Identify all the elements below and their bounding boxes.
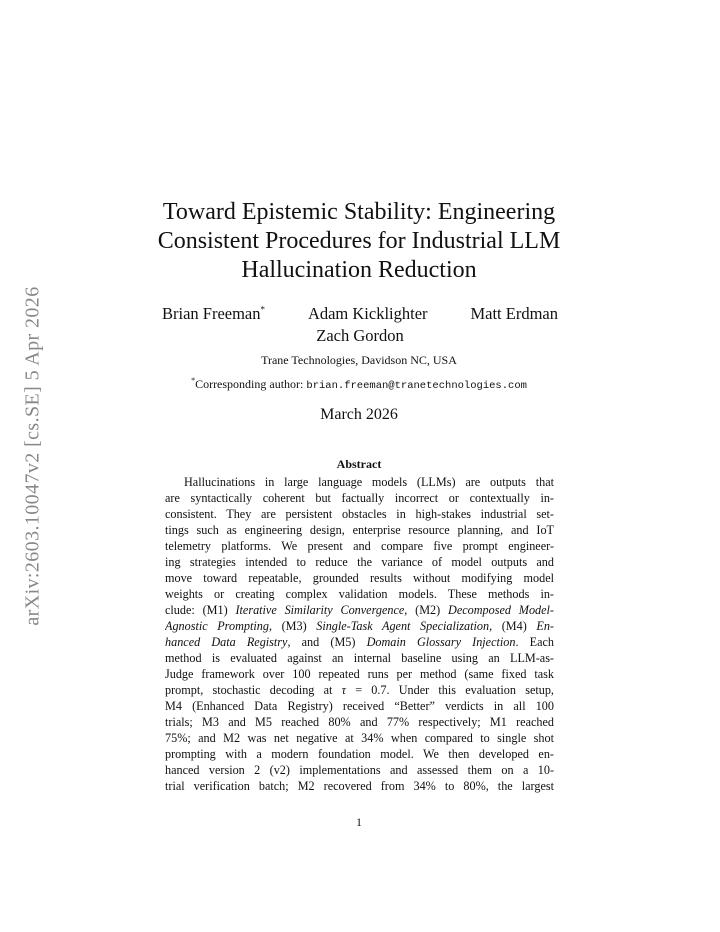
abstract-line: weights or creating complex validation models. These methods in- — [165, 587, 554, 601]
affiliation: Trane Technologies, Davidson NC, USA — [261, 353, 457, 367]
paper-date: March 2026 — [320, 406, 398, 423]
abstract-line: are syntactically coherent but factually incorrect or contextually in- — [165, 491, 554, 505]
paper-title — [120, 198, 598, 285]
author-name: Brian Freeman* — [162, 304, 266, 323]
abstract-line: prompting with a modern foundation model. We then developed en- — [165, 747, 554, 761]
abstract-line: hanced version 2 (v2) implementations and assessed them on a 10- — [165, 763, 554, 777]
abstract-line: hanced Data Registry, and (M5) Domain Glossary Injection. Each — [165, 635, 554, 649]
abstract-line: trials; M3 and M5 reached 80% and 77% respectively; M1 reached — [165, 715, 554, 729]
corresponding-label: Corresponding author: — [195, 377, 307, 391]
abstract-line: prompt, stochastic decoding at τ = 0.7. Under this evaluation setup, — [165, 683, 554, 697]
arxiv-side-stamp — [10, 270, 56, 642]
title-line: Hallucination Reduction — [241, 257, 477, 283]
abstract-line: method is evaluated against an internal baseline using an LLM-as- — [165, 651, 554, 665]
abstract-line: Hallucinations in large language models (LLMs) are outputs that — [184, 475, 554, 489]
abstract-line: telemetry platforms. We present and compare five prompt engineer- — [165, 539, 554, 553]
author-name: Adam Kicklighter — [307, 304, 428, 323]
author-name: Zach Gordon — [316, 326, 404, 345]
email-address: brian.freeman@tranetechnologies.com — [306, 380, 527, 392]
author-name: Matt Erdman — [470, 304, 558, 323]
abstract-line: 75%; and M2 was net negative at 34% when compared to single shot — [165, 731, 554, 745]
title-line: Consistent Procedures for Industrial LLM — [157, 228, 561, 254]
abstract-line: ing strategies intended to reduce the variance of model outputs and — [165, 555, 554, 569]
corresponding-author: *Corresponding author: brian.freeman@tranetechnologies.com — [191, 376, 527, 392]
abstract-line: trial verification batch; M2 recovered from 34% to 80%, the largest — [165, 779, 554, 793]
abstract-line: tings such as engineering design, enterprise resource planning, and IoT — [165, 523, 554, 537]
page-number: 1 — [356, 815, 362, 829]
title-line: Toward Epistemic Stability: Engineering — [162, 199, 556, 225]
arxiv-identifier: arXiv:2603.10047v2 [cs.SE] 5 Apr 2026 — [21, 286, 44, 626]
abstract-line: move toward repeatable, grounded results without modifying model — [165, 571, 554, 585]
abstract-line: M4 (Enhanced Data Registry) received “Better” verdicts in all 100 — [165, 699, 554, 713]
abstract-line: Judge framework over 100 repeated runs per method (same fixed task — [165, 667, 554, 681]
abstract-line: consistent. They are persistent obstacles in high-stakes industrial set- — [165, 507, 554, 521]
abstract-line: clude: (M1) Iterative Similarity Convergence, (M2) Decomposed Model- — [165, 603, 554, 617]
abstract-heading: Abstract — [336, 457, 382, 471]
abstract-line: Agnostic Prompting, (M3) Single-Task Agent Specialization, (M4) En- — [165, 619, 554, 633]
author-list — [150, 303, 570, 347]
abstract-body — [165, 474, 554, 794]
